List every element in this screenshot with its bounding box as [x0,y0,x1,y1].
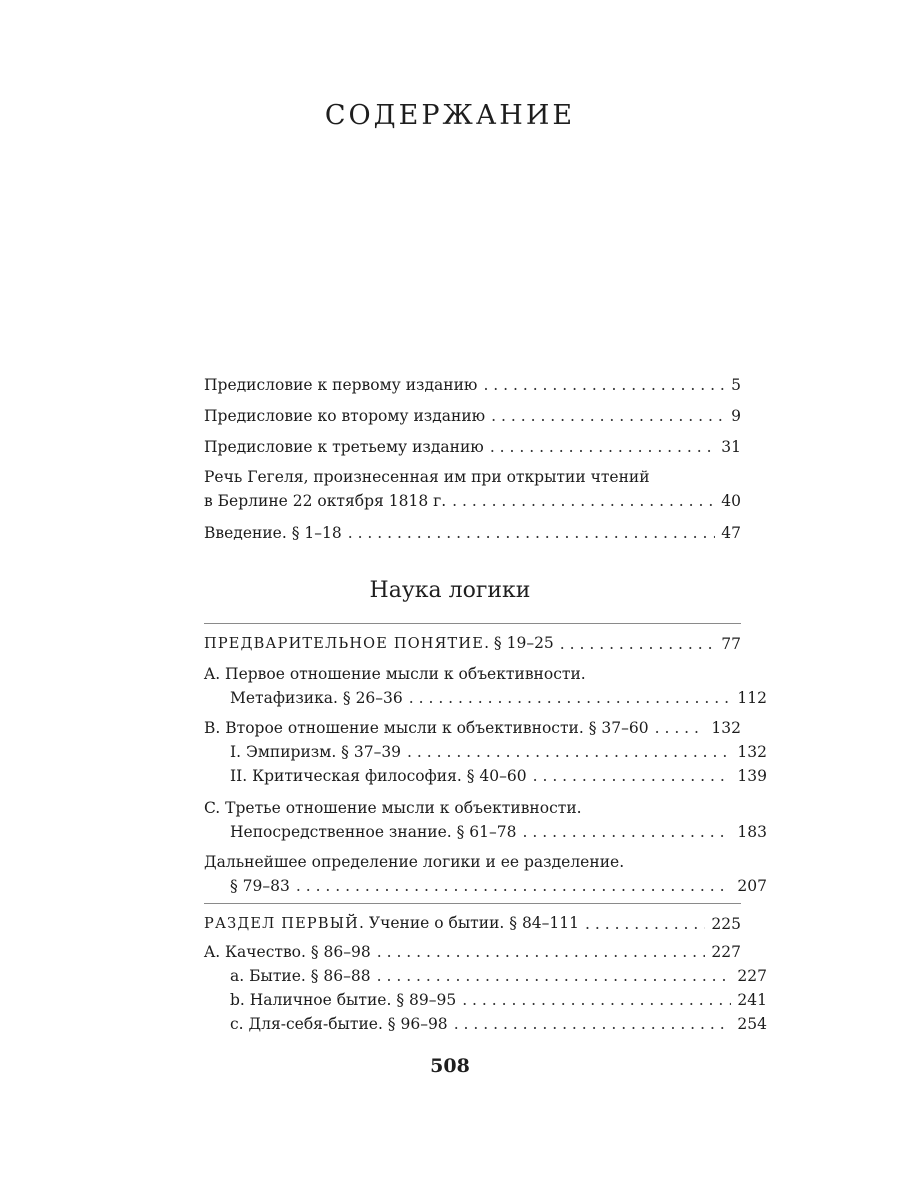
toc-entry[interactable] [204,428,741,459]
dot-leader [483,373,725,397]
toc-entry-label: Предисловие к первому изданию [204,376,478,394]
dot-leader [452,489,715,513]
dot-leader [655,716,706,740]
toc-entry-page: 207 [737,877,767,895]
toc-entry-label: Введение. § 1–18 [204,524,342,542]
toc-entry-page: 40 [721,492,741,510]
toc-entry-label: Предисловие ко второму изданию [204,407,486,425]
toc-entry[interactable] [204,964,767,988]
toc-entry-page: 132 [711,719,741,737]
toc-caps-heading: РАЗДЕЛ ПЕРВЫЙ [204,916,360,932]
toc-entry-page: 9 [731,407,741,425]
toc-entry-page: 227 [711,943,741,961]
toc-entry-label: Предисловие к третьему изданию [204,438,484,456]
toc-entry[interactable] [204,366,741,397]
toc-entry-page: 227 [737,967,767,985]
dot-leader [377,940,706,964]
toc-entry[interactable] [204,628,741,656]
page-title: СОДЕРЖАНИЕ [324,100,576,131]
toc-entry-first-line: Дальнейшее определение логики и ее разделение. [204,853,625,871]
toc-entry-label: I. Эмпиризм. § 37–39 [230,743,402,761]
toc-entry[interactable] [204,740,767,764]
toc-entry[interactable] [204,397,741,428]
toc-entry-first-line: Речь Гегеля, произнесенная им при открытии чтений [204,468,650,486]
toc-entry-page: 132 [737,743,767,761]
toc-entry-label: c. Для-себя-бытие. § 96–98 [230,1015,448,1033]
toc-entry-page: 241 [737,991,767,1009]
toc-front-matter [204,366,741,545]
toc-entry[interactable] [204,521,741,545]
dot-leader [296,874,732,898]
toc-part-one [204,908,767,1036]
toc-entry-page: 5 [731,376,741,394]
toc-entry[interactable] [204,764,767,788]
toc-entry[interactable] [204,988,767,1012]
toc-entry [204,489,741,513]
toc-heading-rest: . Учение о бытии. § 84–111 [359,914,580,932]
toc-entry-label: II. Критическая философия. § 40–60 [230,767,527,785]
toc-entry [204,820,767,844]
toc-entry-multiline[interactable] [204,465,741,513]
dot-leader [407,740,731,764]
toc-heading-rest: . § 19–25 [484,634,554,652]
toc-entry-page: 139 [737,767,767,785]
toc-entry-label: A. Качество. § 86–98 [204,943,371,961]
toc-entry-label: b. Наличное бытие. § 89–95 [230,991,457,1009]
toc-entry-label: a. Бытие. § 86–88 [230,967,371,985]
toc-entry-first-line: C. Третье отношение мысли к объективности. [204,799,582,817]
toc-entry-label: в Берлине 22 октября 1818 г. [204,492,447,510]
dot-leader [490,435,715,459]
section-rule [204,623,741,624]
toc-entry-label: Непосредственное знание. § 61–78 [230,823,517,841]
toc-entry-multiline[interactable] [204,662,767,710]
dot-leader [533,764,732,788]
toc-entry[interactable] [204,1012,767,1036]
toc-entry-page: 254 [737,1015,767,1033]
toc-entry-first-line: A. Первое отношение мысли к объективности. [204,665,586,683]
page-number: 508 [430,1055,470,1077]
section-rule [204,903,741,904]
section-title: Наука логики [369,578,531,603]
toc-entry-page: 112 [737,689,767,707]
toc-entry [204,686,767,710]
toc-entry-multiline[interactable] [204,796,767,844]
toc-entry[interactable] [204,940,741,964]
toc-entry[interactable] [204,716,741,740]
toc-entry-page: 47 [721,524,741,542]
toc-entry-page: 31 [721,438,741,456]
dot-leader [560,632,715,656]
toc-entry-page: 77 [721,635,741,653]
dot-leader [462,988,731,1012]
toc-entry-label: Метафизика. § 26–36 [230,689,403,707]
toc-entry-multiline[interactable] [204,850,767,898]
toc-entry-page: 183 [737,823,767,841]
toc-entry [204,874,767,898]
dot-leader [585,912,705,936]
dot-leader [377,964,732,988]
dot-leader [454,1012,732,1036]
dot-leader [491,404,725,428]
toc-entry-label: § 79–83 [230,877,290,895]
toc-entry[interactable] [204,908,741,936]
toc-caps-heading: ПРЕДВАРИТЕЛЬНОЕ ПОНЯТИЕ [204,636,485,652]
dot-leader [409,686,732,710]
toc-entry-label [204,911,579,936]
toc-entry-page: 225 [711,915,741,933]
dot-leader [523,820,732,844]
dot-leader [348,521,716,545]
toc-entry-label: B. Второе отношение мысли к объективности. § 37–60 [204,719,649,737]
toc-preliminary [204,628,767,898]
toc-entry-label [204,631,554,656]
